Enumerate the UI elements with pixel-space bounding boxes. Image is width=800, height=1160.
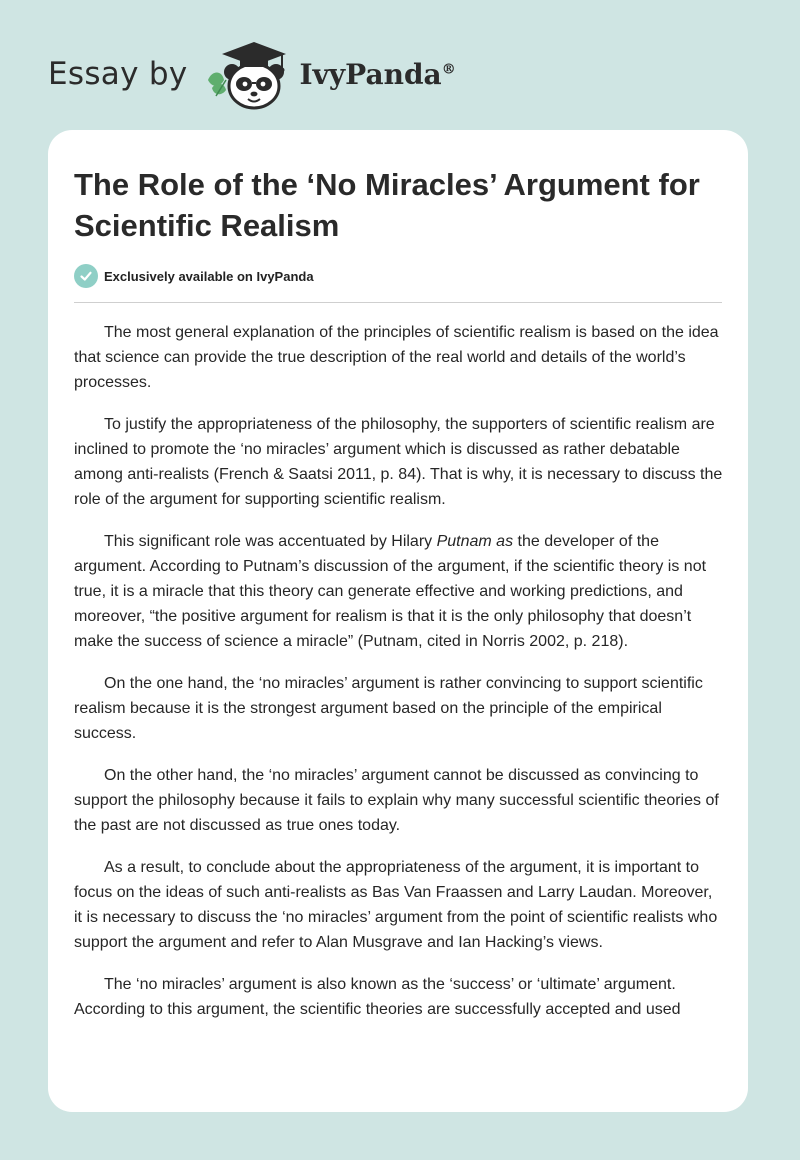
paragraph: The ‘no miracles’ argument is also known as the ‘success’ or ‘ultimate’ argument. According to this argument, the scientific theories are successfully accepted and used	[74, 976, 681, 1018]
brand-name: IvyPanda®	[299, 57, 456, 91]
paragraph: On the one hand, the ‘no miracles’ argument is rather convincing to support scientific realism because it is the strongest argument based on the principle of the empirical success.	[74, 675, 703, 742]
essay-card	[48, 130, 748, 1112]
checkmark-badge-icon	[74, 264, 98, 288]
brand-prefix: Essay by	[48, 56, 188, 92]
page-title: The Role of the ‘No Miracles’ Argument for Scientific Realism	[74, 167, 700, 243]
paragraph: This significant role was accentuated by Hilary Putnam as the developer of the argument. According to Putnam’s discussion of the argument, if the scientific theory is not true, it is a miracle that this theory can generate effective and working predictions, and moreover, “the positive argument for realism is that it is the only philosophy that doesn’t make the success of science a miracle” (Putnam, cited in Norris 2002, p. 218).	[74, 533, 707, 650]
paragraph: As a result, to conclude about the appropriateness of the argument, it is important to focus on the ideas of such anti-realists as Bas Van Fraassen and Larry Laudan. Moreover, it is necessary to discuss the ‘no miracles’ argument from the point of scientific realists who support the argument and refer to Alan Musgrave and Ian Hacking’s views.	[74, 859, 718, 951]
paragraph: The most general explanation of the principles of scientific realism is based on the idea that science can provide the true description of the real world and details of the world’s processes.	[74, 324, 719, 391]
site-header-brand[interactable]	[48, 36, 456, 112]
italic-phrase: Putnam as	[436, 533, 514, 550]
essay-body	[74, 320, 724, 1039]
paragraph: On the other hand, the ‘no miracles’ argument cannot be discussed as convincing to support the philosophy because it fails to explain why many successful scientific theories of the past are not discussed as true ones today.	[74, 767, 719, 834]
panda-graduate-logo-icon	[202, 36, 294, 112]
exclusive-badge	[74, 263, 314, 289]
paragraph: To justify the appropriateness of the philosophy, the supporters of scientific realism are inclined to promote the ‘no miracles’ argument which is discussed as rather debatable among anti-realists (French & Saatsi 2011, p. 84). That is why, it is necessary to discuss the role of the argument for supporting scientific realism.	[74, 416, 723, 508]
exclusive-label: Exclusively available on IvyPanda	[104, 268, 314, 284]
divider	[74, 302, 722, 303]
